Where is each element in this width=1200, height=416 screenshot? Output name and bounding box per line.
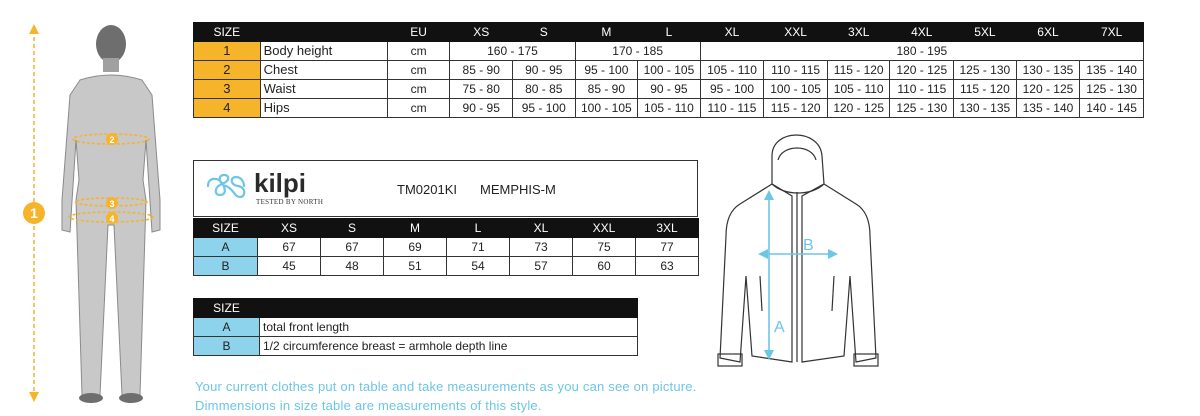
measure-b-arrow-left xyxy=(758,249,768,259)
measurement-legend-table xyxy=(193,298,638,356)
product-value-cell: 67 xyxy=(258,238,321,257)
product-measurement-table xyxy=(193,218,699,276)
product-value-cell: 60 xyxy=(573,257,636,276)
product-value-cell: 57 xyxy=(510,257,573,276)
size-chart-header-row xyxy=(194,23,1144,42)
product-header-cell: M xyxy=(384,219,447,238)
figure-head xyxy=(96,25,126,63)
legend-row-a xyxy=(194,318,638,337)
product-header-cell: L xyxy=(447,219,510,238)
jacket-hood-inner xyxy=(778,148,816,160)
size-value-cell: 85 - 90 xyxy=(450,61,513,80)
size-value-cell: 110 - 115 xyxy=(764,61,828,80)
product-header-cell: SIZE xyxy=(194,219,258,238)
measure-b-arrow-right xyxy=(828,249,838,259)
size-value-cell: 140 - 145 xyxy=(1080,99,1144,118)
row-unit: cm xyxy=(387,61,450,80)
legend-row-b xyxy=(194,337,638,356)
size-value-cell: 95 - 100 xyxy=(700,80,764,99)
measure-a-arrow-top xyxy=(764,190,774,200)
row-index: 2 xyxy=(194,61,261,80)
product-value-cell: 48 xyxy=(321,257,384,276)
product-header-cell: XL xyxy=(510,219,573,238)
size-value-cell: 105 - 110 xyxy=(638,99,701,118)
size-value-cell: 100 - 105 xyxy=(575,99,638,118)
size-chart-row-hips xyxy=(194,99,1144,118)
size-value-cell: 110 - 115 xyxy=(890,80,954,99)
row-index: A xyxy=(194,238,258,257)
size-chart-header-cell: EU xyxy=(387,23,450,42)
size-value-cell: 90 - 95 xyxy=(512,61,575,80)
size-chart-header-cell: L xyxy=(638,23,701,42)
size-value-cell: 115 - 120 xyxy=(827,61,890,80)
body-height-range: 180 - 195 xyxy=(700,42,1143,61)
body-height-range: 170 - 185 xyxy=(575,42,700,61)
size-chart-header-cell: S xyxy=(512,23,575,42)
size-chart-header-cell: M xyxy=(575,23,638,42)
product-model: MEMPHIS-M xyxy=(480,182,556,197)
size-value-cell: 115 - 120 xyxy=(764,99,828,118)
size-chart-header-cell: XS xyxy=(450,23,513,42)
size-value-cell: 120 - 125 xyxy=(890,61,954,80)
row-label: Chest xyxy=(260,61,387,80)
size-value-cell: 95 - 100 xyxy=(512,99,575,118)
size-value-cell: 130 - 135 xyxy=(954,99,1017,118)
size-value-cell: 100 - 105 xyxy=(638,61,701,80)
size-chart-row-chest xyxy=(194,61,1144,80)
size-value-cell: 105 - 110 xyxy=(827,80,890,99)
legend-header-cell: SIZE xyxy=(194,299,260,318)
measure-a-label: A xyxy=(774,319,785,336)
figure-body xyxy=(62,75,160,395)
height-arrow-bottom xyxy=(29,392,39,402)
size-value-cell: 125 - 130 xyxy=(890,99,954,118)
height-arrow-top xyxy=(29,24,39,34)
product-header-cell: 3XL xyxy=(636,219,699,238)
jacket-sketch xyxy=(712,126,892,386)
product-value-cell: 73 xyxy=(510,238,573,257)
size-value-cell: 135 - 140 xyxy=(1016,99,1080,118)
legend-description: 1/2 circumference breast = armhole depth line xyxy=(260,337,638,356)
body-measurement-figure xyxy=(0,0,190,416)
row-label: Hips xyxy=(260,99,387,118)
row-index: 3 xyxy=(194,80,261,99)
row-unit: cm xyxy=(387,99,450,118)
size-chart-header-cell: 4XL xyxy=(890,23,954,42)
size-value-cell: 120 - 125 xyxy=(827,99,890,118)
row-index: 4 xyxy=(194,99,261,118)
size-chart-header-cell: 7XL xyxy=(1080,23,1144,42)
brand-name: kilpi xyxy=(254,168,307,198)
kilpi-logo-icon xyxy=(204,171,248,201)
figure-foot-right xyxy=(119,393,143,403)
product-value-cell: 75 xyxy=(573,238,636,257)
row-index: B xyxy=(194,257,258,276)
product-value-cell: 63 xyxy=(636,257,699,276)
size-value-cell: 90 - 95 xyxy=(450,99,513,118)
row-label: Body height xyxy=(260,42,387,61)
size-chart-header-cell: 5XL xyxy=(954,23,1017,42)
product-value-cell: 67 xyxy=(321,238,384,257)
size-chart-row-waist xyxy=(194,80,1144,99)
product-table-row-b xyxy=(194,257,699,276)
size-value-cell: 135 - 140 xyxy=(1080,61,1144,80)
row-unit: cm xyxy=(387,80,450,99)
size-value-cell: 125 - 130 xyxy=(954,61,1017,80)
product-header-box xyxy=(193,160,698,217)
legend-header-blank xyxy=(260,299,638,318)
row-index: B xyxy=(194,337,260,356)
product-header-cell: S xyxy=(321,219,384,238)
size-chart-row-body-height xyxy=(194,42,1144,61)
size-chart-header-cell: XL xyxy=(700,23,764,42)
measure-b-label: B xyxy=(803,237,814,254)
product-header-cell: XXL xyxy=(573,219,636,238)
marker-2-label: 2 xyxy=(109,135,115,145)
product-value-cell: 69 xyxy=(384,238,447,257)
size-value-cell: 95 - 100 xyxy=(575,61,638,80)
size-value-cell: 90 - 95 xyxy=(638,80,701,99)
size-chart-header-cell: SIZE xyxy=(194,23,261,42)
legend-header-row xyxy=(194,299,638,318)
jacket-pocket-right xyxy=(832,276,834,311)
product-table-row-a xyxy=(194,238,699,257)
size-value-cell: 100 - 105 xyxy=(764,80,828,99)
product-table-header-row xyxy=(194,219,699,238)
product-code: TM0201KI xyxy=(397,182,457,197)
size-value-cell: 80 - 85 xyxy=(512,80,575,99)
size-value-cell: 115 - 120 xyxy=(954,80,1017,99)
marker-3-label: 3 xyxy=(109,199,115,209)
row-unit: cm xyxy=(387,42,450,61)
product-value-cell: 45 xyxy=(258,257,321,276)
size-value-cell: 125 - 130 xyxy=(1080,80,1144,99)
size-chart-header-cell: 3XL xyxy=(827,23,890,42)
size-value-cell: 105 - 110 xyxy=(700,61,764,80)
figure-neck xyxy=(103,58,119,72)
jacket-right-panel xyxy=(802,184,876,362)
row-label: Waist xyxy=(260,80,387,99)
product-value-cell: 71 xyxy=(447,238,510,257)
product-value-cell: 77 xyxy=(636,238,699,257)
body-height-range: 160 - 175 xyxy=(450,42,575,61)
jacket-pocket-left xyxy=(760,276,762,311)
size-chart-table xyxy=(193,22,1144,118)
figure-foot-left xyxy=(79,393,103,403)
product-value-cell: 51 xyxy=(384,257,447,276)
row-index: 1 xyxy=(194,42,261,61)
marker-1-label: 1 xyxy=(30,205,38,221)
size-value-cell: 110 - 115 xyxy=(700,99,764,118)
product-header-cell: XS xyxy=(258,219,321,238)
marker-4-label: 4 xyxy=(109,214,115,224)
size-value-cell: 85 - 90 xyxy=(575,80,638,99)
dimensions-note: Dimmensions in size table are measurements of this style. xyxy=(195,398,542,413)
size-chart-header-cell xyxy=(260,23,387,42)
legend-description: total front length xyxy=(260,318,638,337)
size-chart-header-cell: 6XL xyxy=(1016,23,1080,42)
product-value-cell: 54 xyxy=(447,257,510,276)
brand-tagline: TESTED BY NORTH xyxy=(256,198,324,206)
jacket-hood xyxy=(772,135,824,193)
size-value-cell: 120 - 125 xyxy=(1016,80,1080,99)
row-index: A xyxy=(194,318,260,337)
instruction-note: Your current clothes put on table and take measurements as you can see on picture. xyxy=(195,379,697,394)
size-value-cell: 130 - 135 xyxy=(1016,61,1080,80)
size-value-cell: 75 - 80 xyxy=(450,80,513,99)
size-chart-header-cell: XXL xyxy=(764,23,828,42)
